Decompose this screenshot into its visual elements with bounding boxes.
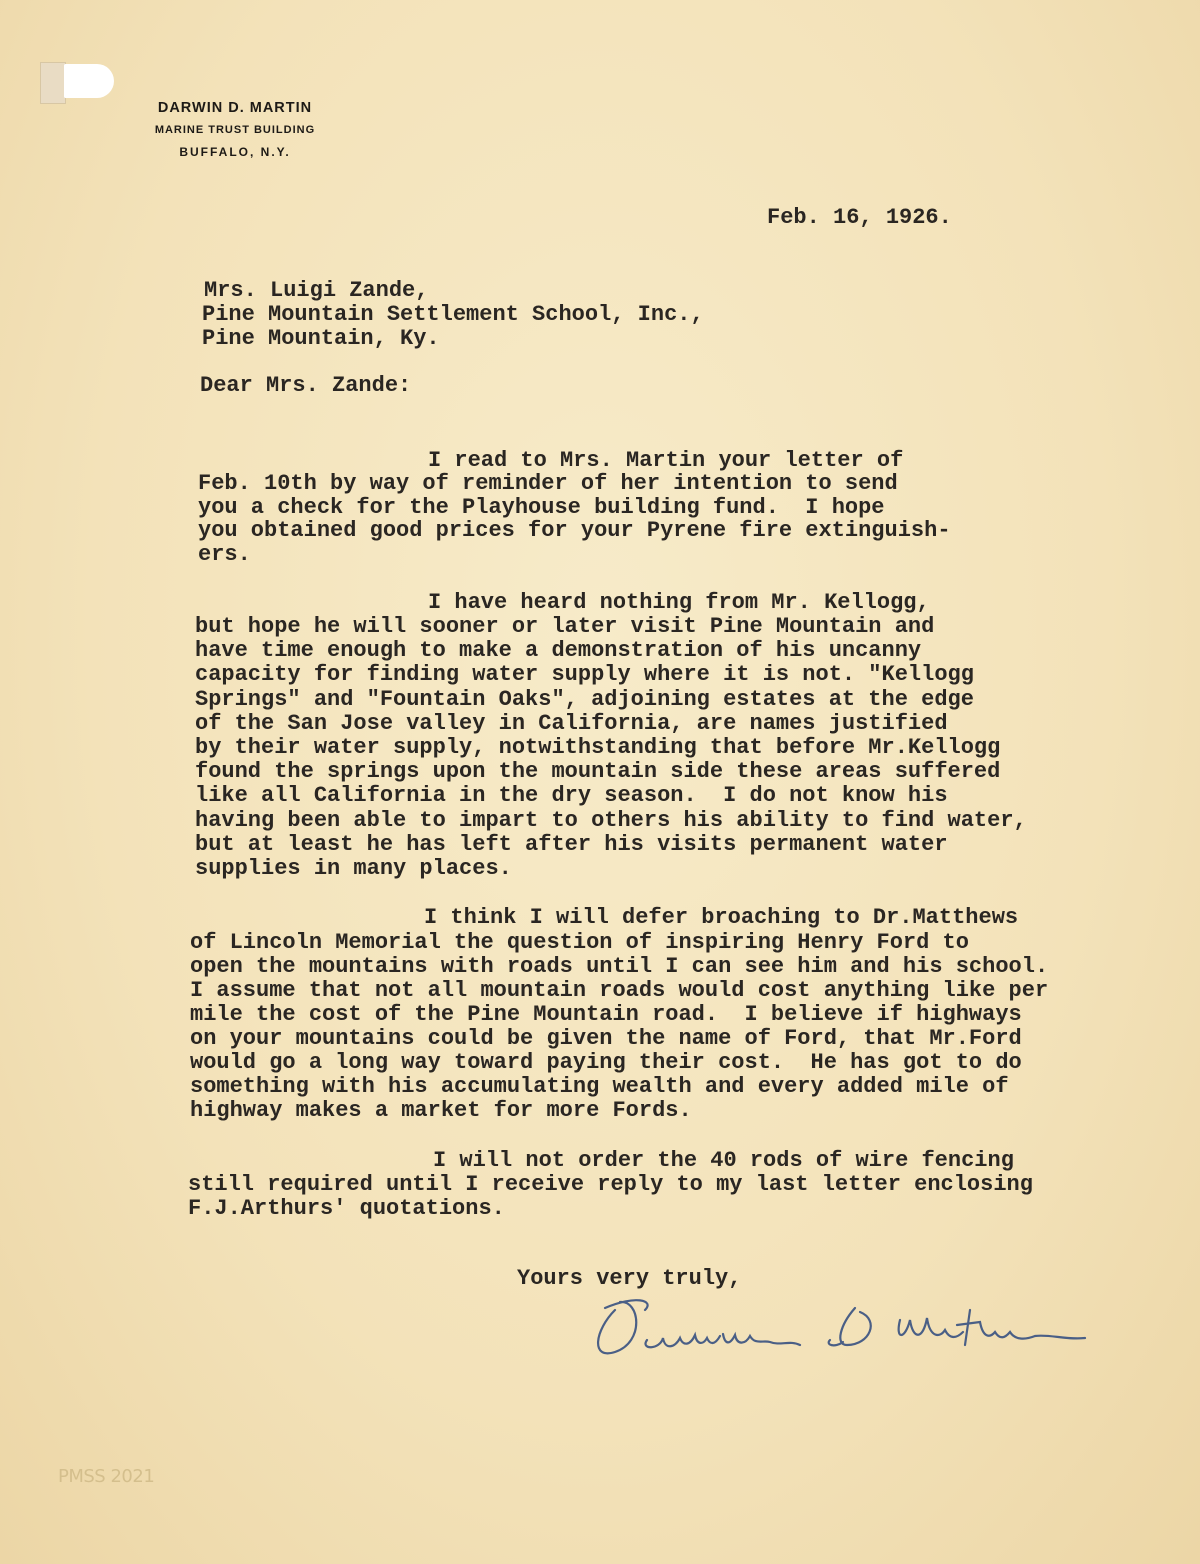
paragraph-line: found the springs upon the mountain side these areas suffered [195, 759, 1001, 785]
paragraph-line: by their water supply, notwithstanding that before Mr.Kellogg [195, 735, 1001, 760]
paragraph-line: like all California in the dry season. I do not know his [195, 783, 948, 809]
paragraph-first-line: I have heard nothing from Mr. Kellogg, [428, 590, 930, 615]
paragraph-line: but hope he will sooner or later visit Pine Mountain and [195, 614, 935, 639]
address-line: Pine Mountain, Ky. [202, 326, 440, 351]
tape-remnant [40, 62, 66, 104]
paragraph-line: you obtained good prices for your Pyrene fire extinguish- [198, 518, 951, 543]
paragraph-line: highway makes a market for more Fords. [190, 1098, 692, 1123]
paragraph-line: having been able to impart to others his ability to find water, [195, 807, 1027, 833]
letterhead-building: MARINE TRUST BUILDING [154, 124, 316, 136]
paragraph-first-line: I think I will defer broaching to Dr.Matthews [424, 905, 1019, 930]
paragraph-first-line: I read to Mrs. Martin your letter of [428, 448, 904, 473]
paragraph-line: Springs" and "Fountain Oaks", adjoining estates at the edge [195, 686, 974, 712]
address-line: Mrs. Luigi Zande, [204, 278, 429, 303]
paragraph-line: of the San Jose valley in California, are names justified [195, 710, 948, 736]
paragraph-line: mile the cost of the Pine Mountain road. I believe if highways [190, 1002, 1022, 1027]
paragraph-line: have time enough to make a demonstration of his uncanny [195, 638, 922, 664]
paragraph-line: Feb. 10th by way of reminder of her intention to send [198, 471, 898, 496]
paragraph-line: still required until I receive reply to my last letter enclosing [188, 1172, 1033, 1197]
paragraph-line: open the mountains with roads until I can see him and his school. [190, 954, 1049, 979]
paragraph-line: something with his accumulating wealth and every added mile of [190, 1074, 1009, 1099]
letterhead-city: BUFFALO, N.Y. [179, 145, 291, 159]
paragraph-line: on your mountains could be given the name of Ford, that Mr.Ford [190, 1026, 1022, 1051]
paragraph-line: F.J.Arthurs' quotations. [188, 1195, 505, 1221]
paper-tear [64, 64, 114, 98]
letterhead-name: DARWIN D. MARTIN [157, 100, 313, 116]
paragraph-line: of Lincoln Memorial the question of inspiring Henry Ford to [190, 930, 969, 955]
signature [585, 1290, 1095, 1370]
paragraph-line: you a check for the Playhouse building fund. I hope [198, 494, 885, 520]
paragraph-line: ers. [198, 541, 251, 567]
paragraph-line: supplies in many places. [195, 856, 512, 881]
paragraph-first-line: I will not order the 40 rods of wire fencing [433, 1148, 1014, 1173]
paragraph-line: would go a long way toward paying their cost. He has got to do [190, 1050, 1022, 1075]
closing: Yours very truly, [517, 1266, 742, 1291]
salutation: Dear Mrs. Zande: [200, 373, 412, 398]
paragraph-line: capacity for finding water supply where it is not. "Kellogg [195, 662, 974, 688]
watermark: PMSS 2021 [58, 1466, 155, 1487]
paragraph-line: I assume that not all mountain roads would cost anything like per [190, 978, 1049, 1003]
letter-date: Feb. 16, 1926. [767, 205, 952, 230]
address-line: Pine Mountain Settlement School, Inc., [202, 302, 704, 327]
paragraph-line: but at least he has left after his visits permanent water [195, 831, 948, 857]
